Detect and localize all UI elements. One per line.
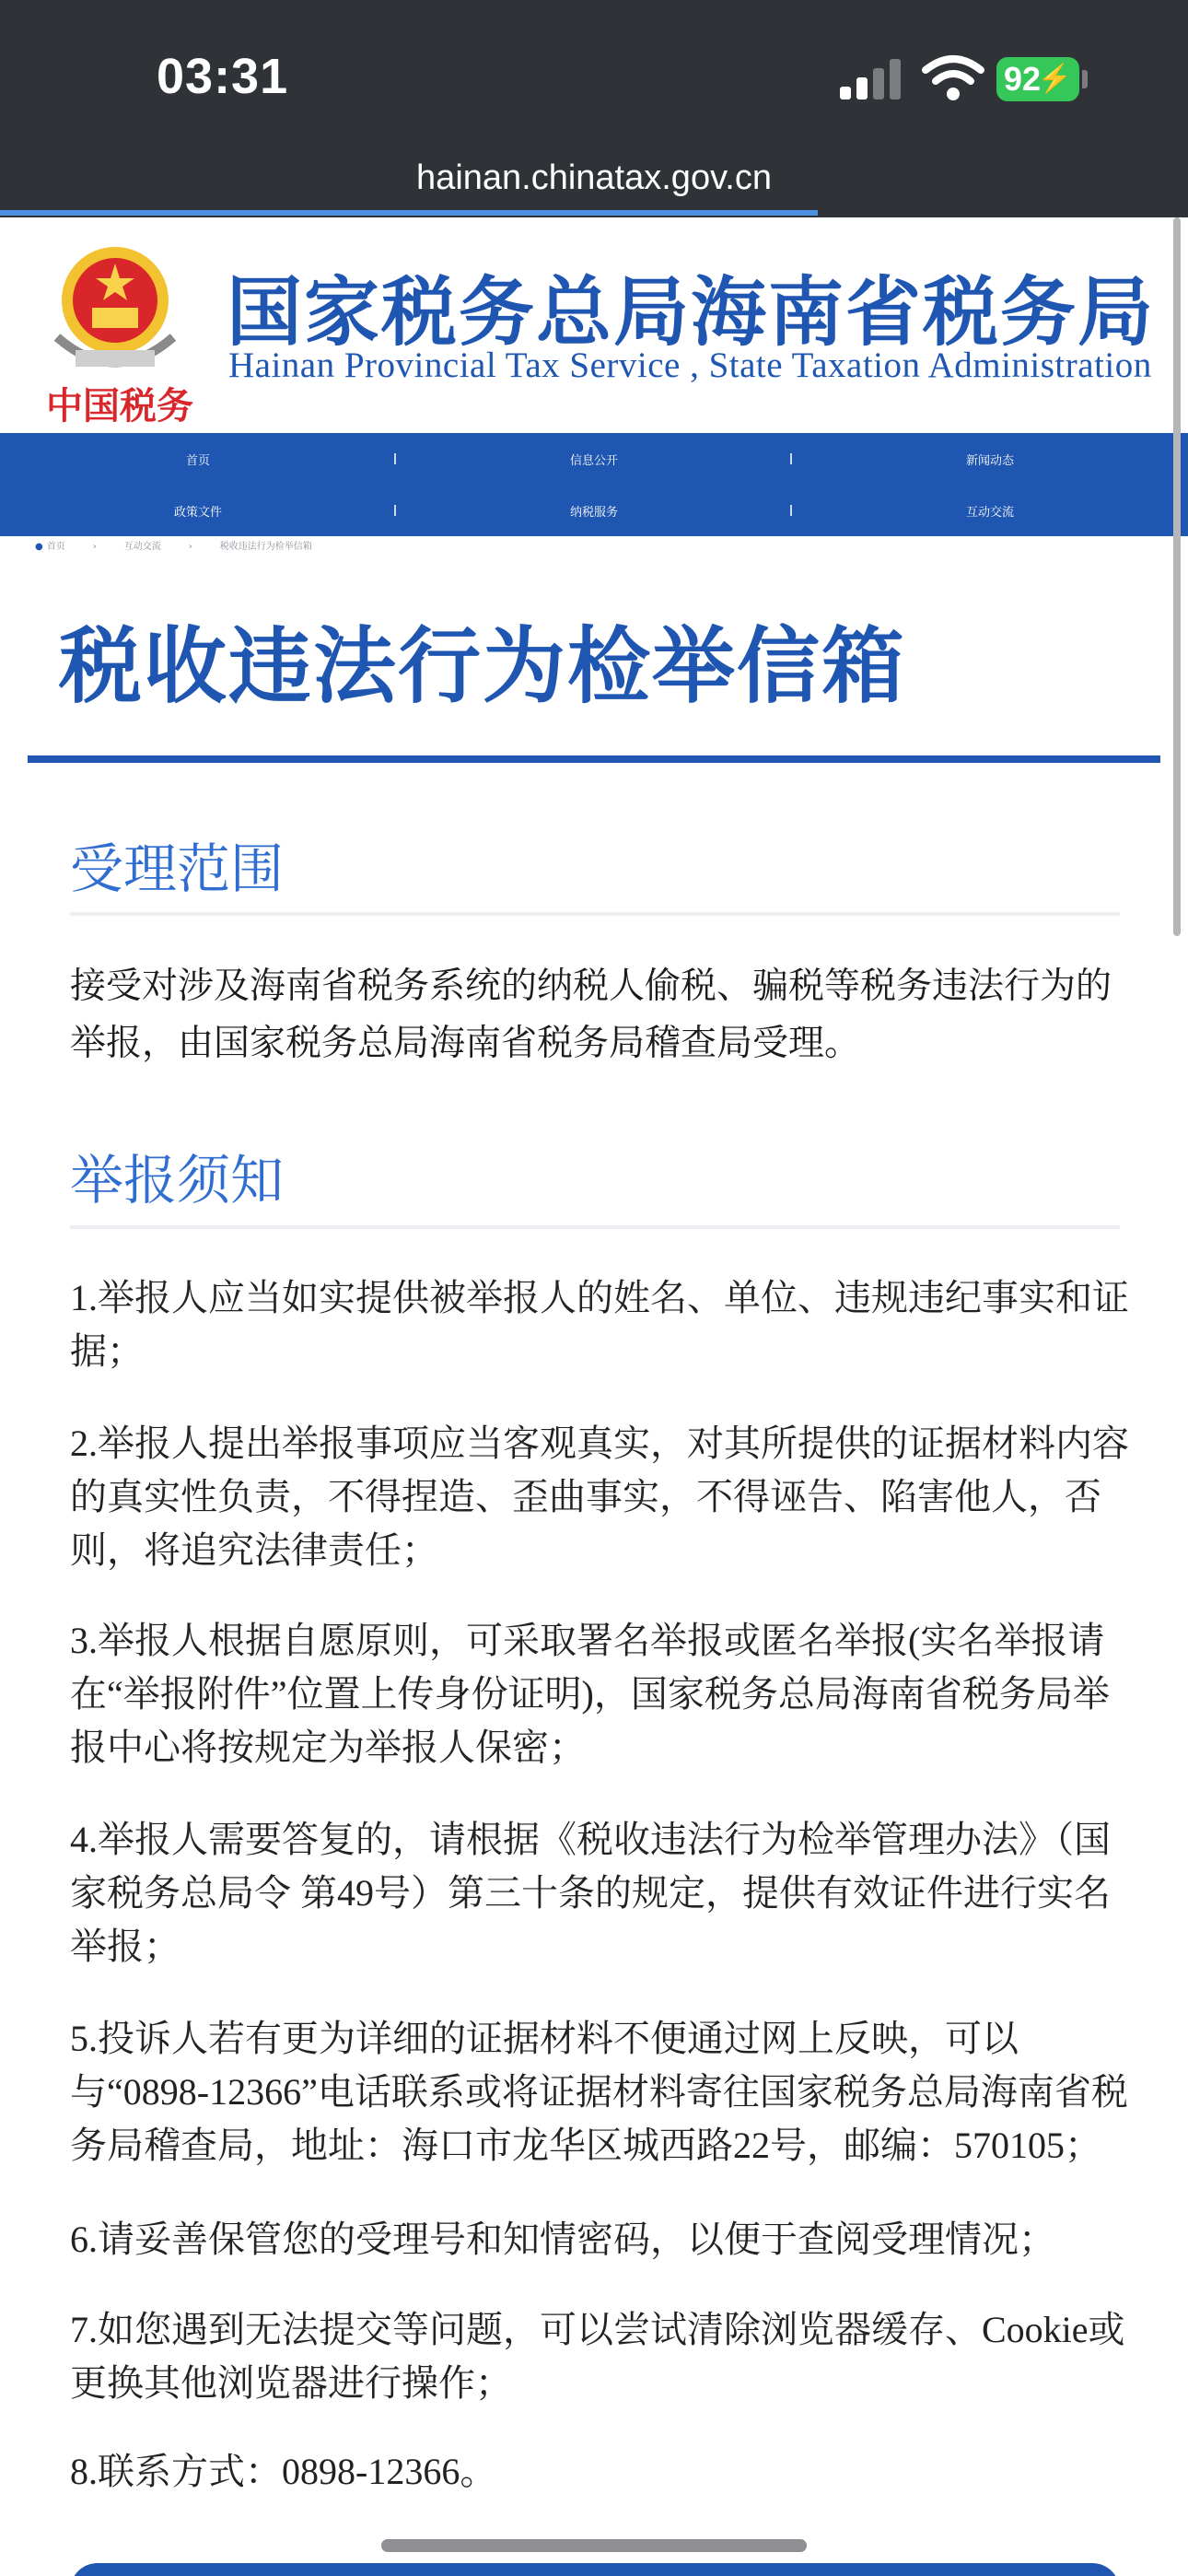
home-indicator[interactable] bbox=[381, 2539, 807, 2552]
note-item: 8.联系方式：0898-12366。 bbox=[70, 2451, 497, 2492]
battery-level: 92 bbox=[1004, 60, 1042, 98]
note-item: 4.举报人需要答复的，请根据《税收违法行为检举管理办法》（国家税务总局令 第49号）第三十条的规定，提供有效证件进行实名举报； bbox=[70, 1819, 1111, 1967]
address-bar[interactable] bbox=[0, 147, 1188, 217]
status-bar bbox=[0, 0, 1188, 147]
nav-item-info-disclosure[interactable]: 信息公开 bbox=[569, 453, 618, 468]
breadcrumb-current: 税收违法行为检举信箱 bbox=[219, 542, 312, 552]
wifi-icon bbox=[921, 53, 985, 101]
breadcrumb-interaction[interactable]: 互动交流 bbox=[123, 542, 161, 552]
nav-item-home[interactable]: 首页 bbox=[185, 453, 210, 468]
tax-emblem-icon[interactable] bbox=[37, 227, 193, 429]
note-item: 6.请妥善保管您的受理号和知情密码，以便于查阅受理情况； bbox=[70, 2219, 1055, 2260]
site-header bbox=[0, 217, 1188, 433]
section-heading-scope: 受理范围 bbox=[70, 837, 285, 900]
page-title: 税收违法行为检举信箱 bbox=[59, 618, 906, 715]
scrollbar-thumb[interactable] bbox=[1173, 217, 1181, 936]
nav-item-tax-service[interactable]: 纳税服务 bbox=[569, 505, 618, 520]
scope-text: 接受对涉及海南省税务系统的纳税人偷税、骗税等税务违法行为的举报，由国家税务总局海南省税务局稽查局受理。 bbox=[70, 966, 1112, 1064]
note-item: 2.举报人提出举报事项应当客观真实，对其所提供的证据材料内容的真实性负责，不得捏造、歪曲事实，不得诬告、陷害他人，否则，将追究法律责任； bbox=[70, 1423, 1129, 1571]
breadcrumb-home[interactable]: 首页 bbox=[46, 542, 65, 552]
nav-item-policy[interactable]: 政策文件 bbox=[173, 505, 222, 520]
nav-item-interaction[interactable]: 互动交流 bbox=[965, 505, 1014, 520]
nav-row-1 bbox=[0, 433, 1188, 485]
svg-text:中国税务: 中国税务 bbox=[46, 384, 193, 427]
nav-divider bbox=[394, 453, 396, 464]
location-pin-icon: ● bbox=[35, 542, 43, 552]
charging-bolt-icon: ⚡ bbox=[1037, 64, 1072, 94]
note-item: 3.举报人根据自愿原则，可采取署名举报或匿名举报(实名举报请在“举报附件”位置上传身份证明)，国家税务总局海南省税务局举报中心将按规定为举报人保密； bbox=[70, 1620, 1110, 1768]
page-load-progress bbox=[0, 210, 818, 216]
main-nav bbox=[0, 433, 1188, 536]
battery-cap bbox=[1082, 70, 1088, 88]
breadcrumb-separator: › bbox=[92, 542, 97, 552]
note-item: 5.投诉人若有更为详细的证据材料不便通过网上反映，可以与“0898-12366”电话联系或将证据材料寄往国家税务总局海南省税务局稽查局，地址：海口市龙华区城西路22号，邮编：570105； bbox=[70, 2018, 1128, 2166]
url-text[interactable]: hainan.chinatax.gov.cn bbox=[416, 158, 772, 197]
cellular-signal-icon bbox=[840, 57, 904, 100]
breadcrumb bbox=[35, 538, 340, 555]
nav-divider bbox=[394, 505, 396, 516]
section-divider bbox=[70, 912, 1120, 916]
nav-item-news[interactable]: 新闻动态 bbox=[965, 453, 1014, 468]
nav-divider bbox=[790, 505, 792, 516]
note-item: 7.如您遇到无法提交等问题，可以尝试清除浏览器缓存、Cookie或更换其他浏览器进行操作； bbox=[70, 2309, 1125, 2404]
nav-row-2 bbox=[0, 485, 1188, 536]
status-time: 03:31 bbox=[157, 49, 289, 104]
title-divider bbox=[28, 755, 1160, 763]
submit-report-button[interactable] bbox=[70, 2563, 1120, 2576]
section-divider bbox=[70, 1225, 1120, 1229]
breadcrumb-separator: › bbox=[188, 542, 192, 552]
site-title-cn[interactable]: 国家税务总局海南省税务局 bbox=[227, 269, 1156, 357]
nav-divider bbox=[790, 453, 792, 464]
site-title-en: Hainan Provincial Tax Service , State Taxation Administration bbox=[228, 345, 1152, 385]
note-item: 1.举报人应当如实提供被举报人的姓名、单位、违规违纪事实和证据； bbox=[70, 1277, 1129, 1372]
battery-icon bbox=[996, 57, 1079, 101]
section-heading-notes: 举报须知 bbox=[70, 1149, 285, 1212]
